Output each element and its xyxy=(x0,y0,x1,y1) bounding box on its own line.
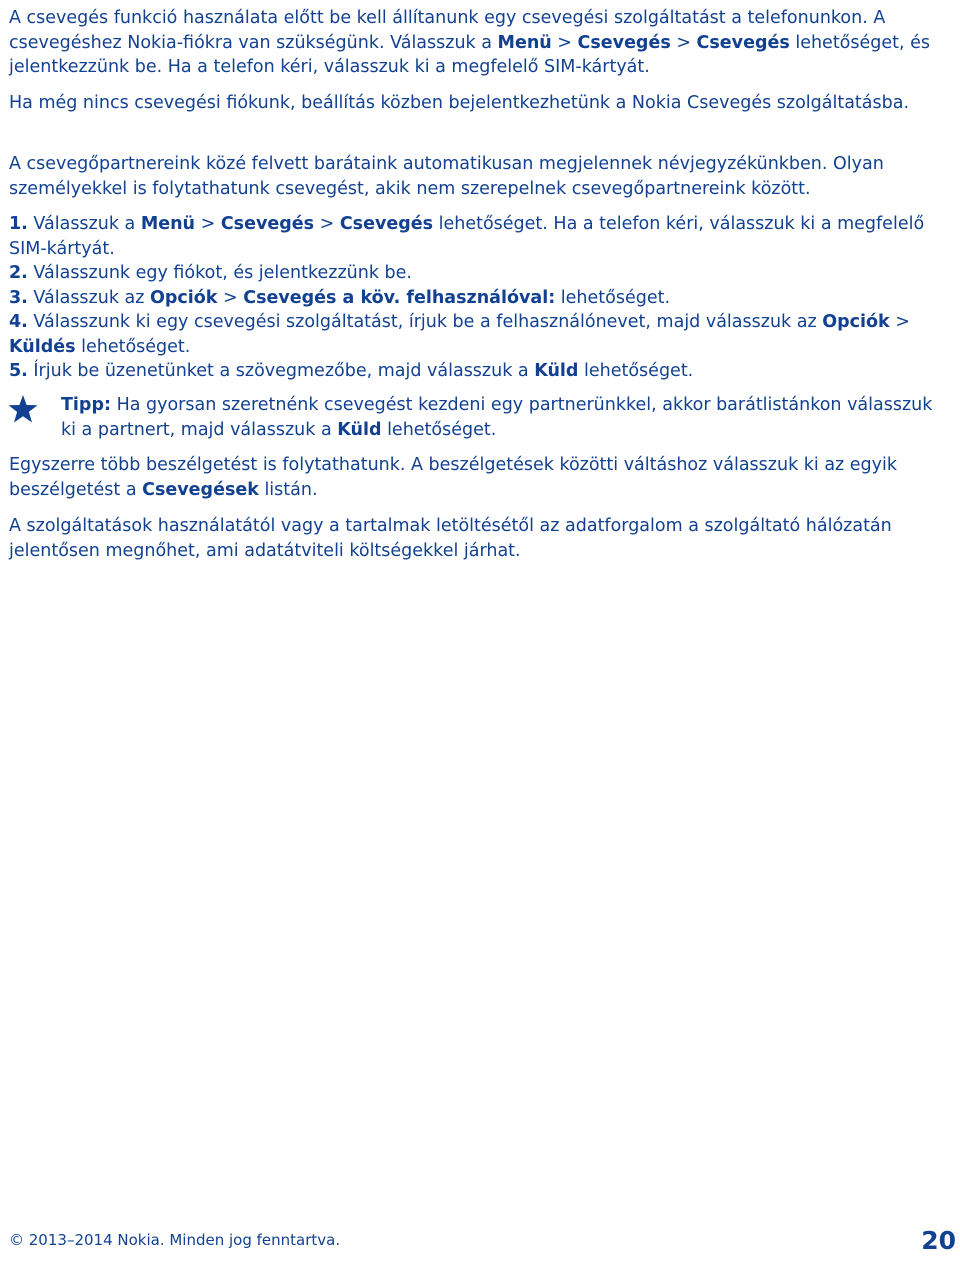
tip-body: Ha gyorsan szeretnénk csevegést kezdeni egy partnerünkkel, akkor barátlistánkon válasszuk ki a partnert, majd válasszuk a xyxy=(61,395,933,440)
intro-text: A csevegés funkció használata előtt be kell állítanunk egy csevegési szolgáltatást a telefonunkon. A csevegéshez Nokia-fiókra van szükségünk. Válasszuk a xyxy=(9,8,886,53)
account-paragraph: Ha még nincs csevegési fiókunk, beállítás közben bejelentkezhetünk a Nokia Csevegés szolgáltatásba. xyxy=(9,93,910,113)
step-text: lehetőséget. xyxy=(555,288,671,308)
star-icon xyxy=(8,395,38,423)
paragraph-text: listán. xyxy=(258,479,318,500)
send-term: Küld xyxy=(337,419,382,440)
tip-label: Tipp: xyxy=(61,395,111,415)
step-2 xyxy=(9,261,957,286)
send-term: Küldés xyxy=(9,336,76,357)
data-cost-paragraph: A szolgáltatások használatától vagy a tartalmak letöltésétől az adatforgalom a szolgáltató hálózatán jelentősen megnőhet, ami adatátviteli költségekkel járhat. xyxy=(9,516,892,561)
step-number: 2. xyxy=(9,263,28,283)
path-separator: > xyxy=(670,32,697,53)
chat-term: Csevegés xyxy=(220,214,315,234)
step-number: 5. xyxy=(9,361,28,381)
chat-term: Csevegés xyxy=(577,32,671,53)
page-number: 20 xyxy=(921,1226,956,1255)
step-text: Válasszunk ki egy csevegési szolgáltatást, írjuk be a felhasználónevet, majd válasszuk az xyxy=(27,312,823,332)
options-term: Opciók xyxy=(822,312,890,332)
step-number: 3. xyxy=(9,288,28,308)
step-text: lehetőséget. xyxy=(578,361,694,381)
step-text: Válasszunk egy fiókot, és jelentkezzünk be. xyxy=(27,263,412,283)
copyright-notice: © 2013–2014 Nokia. Minden jog fenntartva. xyxy=(9,1231,341,1249)
chat-next-user-term: Csevegés a köv. felhasználóval: xyxy=(243,288,556,308)
tip-text xyxy=(61,393,951,442)
menu-term: Menü xyxy=(497,32,552,53)
path-separator: > xyxy=(195,214,221,234)
path-separator: > xyxy=(889,312,910,332)
step-number: 4. xyxy=(9,312,28,332)
step-text: Válasszuk az xyxy=(27,288,150,308)
paragraph-text: Egyszerre több beszélgetést is folytathatunk. A beszélgetések közötti váltáshoz válasszuk ki az egyik beszélgetést a xyxy=(9,455,898,500)
tip-body: lehetőséget. xyxy=(381,419,497,440)
path-separator: > xyxy=(314,214,340,234)
contacts-paragraph: A csevegőpartnereink közé felvett barátaink automatikusan megjelennek névjegyzékünkben. Olyan személyekkel is folytathatunk csevegést, akik nem szerepelnek csevegőpartnereink között. xyxy=(9,154,884,199)
step-text: lehetőséget. xyxy=(75,336,191,357)
path-separator: > xyxy=(217,288,244,308)
intro-paragraph xyxy=(9,6,957,80)
chats-term: Csevegések xyxy=(142,479,259,500)
tip-box xyxy=(8,393,956,445)
chat-term: Csevegés xyxy=(696,32,790,53)
intro-text: lehetőséget, és jelentkezzünk be. Ha a telefon kéri, válasszuk ki a megfelelő SIM-kártyát. xyxy=(9,32,931,77)
step-1 xyxy=(9,212,957,261)
chat-term: Csevegés xyxy=(339,214,434,234)
step-text: Válasszuk a xyxy=(27,214,141,234)
multiple-chats-paragraph xyxy=(9,453,957,502)
menu-term: Menü xyxy=(140,214,196,234)
send-term: Küld xyxy=(534,361,579,381)
step-3 xyxy=(9,286,957,311)
options-term: Opciók xyxy=(150,288,218,308)
step-text: Írjuk be üzenetünket a szövegmezőbe, majd válasszuk a xyxy=(27,361,535,381)
step-number: 1. xyxy=(9,214,28,234)
step-4 xyxy=(9,310,957,359)
path-separator: > xyxy=(551,32,578,53)
step-5 xyxy=(9,359,957,384)
step-text: lehetőséget. Ha a telefon kéri, válasszuk ki a megfelelő SIM-kártyát. xyxy=(9,214,925,259)
